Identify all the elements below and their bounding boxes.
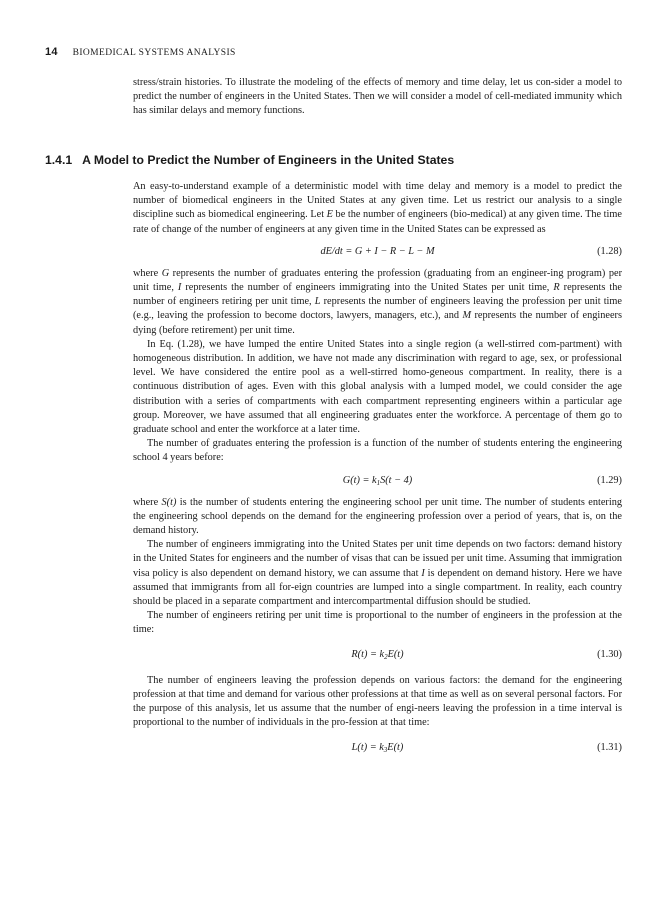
equation-expression: $G(t) = k_1S(t - 4)$ bbox=[342, 474, 413, 487]
section-number: 1.4.1 bbox=[45, 153, 73, 167]
paragraph-intro: An easy-to-understand example of a deterministic model with time delay and memory is a model to predict the number of biomedical engineers in the United States at any given time. Let us restrict our analysis to a single discipline such as biomedical engineering. Let E be the number of engineers (bio-medical) at any given time. The time rate of change of the number of engineers at any given time in the United States can be expressed as bbox=[133, 181, 622, 235]
paragraph-lumped-model: In Eq. (1.28), we have lumped the entire United States into a single region (a well-stirred com-partment) with homogeneous distribution. In addition, we have not made any discrimination with regard to age, sex, or professional level. We have considered the entire pool as a well-stirred homo-geneous compartment. In reality, there is a continuous distribution of ages. Even with this global analysis with a lumped model, we could consider the age distribution with a series of compartments with each compartment representing engineers within a particular age group. Moreover, we have assumed that all engineering graduates enter the workforce. A percentage of them go to graduate school and enter the workforce at a later time. bbox=[133, 338, 622, 436]
equation-expression: dE/dt = G + I − R − L − M bbox=[320, 245, 435, 257]
intro-block bbox=[133, 76, 622, 119]
equation-label: (1.28) bbox=[597, 245, 622, 257]
paragraph-definitions: where G represents the number of graduates entering the profession (graduating from an engineer-ing program) per unit time, I represents the number of engineers immigrating into the United States per unit time, R represents the number of engineers retiring per unit time, L represents the number of engineers leaving the profession per unit time (e.g., leaving the profession to become doctors, lawyers, managers, etc.), and M represents the number of engineers dying (before retirement) per unit time. bbox=[133, 267, 623, 336]
equation-1-30 bbox=[133, 648, 622, 662]
page-number: 14 bbox=[45, 46, 58, 58]
equation-label: (1.30) bbox=[597, 648, 622, 660]
section-title: A Model to Predict the Number of Engineers in the United States bbox=[82, 153, 455, 167]
paragraph-leaving: The number of engineers leaving the profession depends on various factors: the demand for the engineering profession at that time and demand for various other professions at that time as well as on several personal factors. For the purpose of this analysis, let us assume that the number of engi-neers leaving the profession in a time interval is proportional to the number of individuals in the pro-fession at that time: bbox=[133, 674, 622, 729]
paragraph-retirement: The number of engineers retiring per unit time is proportional to the number of engineers in the profession at the time: bbox=[133, 610, 622, 636]
equation-expression: $R(t) = k_2E(t)$ bbox=[351, 648, 404, 661]
running-head bbox=[45, 46, 236, 58]
paragraph-immigration: The number of engineers immigrating into the United States per unit time depends on two factors: demand history in the United States for engineers and the number of visas that can be issued per unit time. Assuming that immigration visa policy is also dependent on demand history, we can assume that I is dependent on demand history. Here we have assumed that immigrants from all for-eign countries are lumped into a single compartment. In reality, each country should be placed in a separate compartment and intercompartmental diffusion should be studied. bbox=[133, 539, 623, 608]
paragraph-graduates: The number of graduates entering the profession is a function of the number of students entering the engineering school 4 years before: bbox=[133, 438, 622, 464]
equation-1-28 bbox=[133, 245, 622, 259]
paragraph-students: where S(t) is the number of students entering the engineering school per unit time. The number of students entering the engineering school depends on the demand for the engineering profession over a period of years, that is, on the demand history. bbox=[133, 496, 622, 537]
equation-1-29 bbox=[133, 474, 622, 488]
main-text bbox=[133, 180, 622, 755]
equation-label: (1.31) bbox=[597, 741, 622, 753]
running-title: BIOMEDICAL SYSTEMS ANALYSIS bbox=[72, 48, 236, 58]
intro-paragraph: stress/strain histories. To illustrate the modeling of the effects of memory and time delay, let us con-sider a model to predict the number of engineers in the United States. Then we will consider a model of cell-mediated immunity which has similar delays and memory functions. bbox=[133, 77, 622, 117]
section-heading bbox=[45, 153, 454, 167]
equation-1-31 bbox=[133, 741, 622, 755]
equation-expression: $L(t) = k_3E(t)$ bbox=[351, 741, 404, 754]
equation-label: (1.29) bbox=[597, 474, 622, 486]
